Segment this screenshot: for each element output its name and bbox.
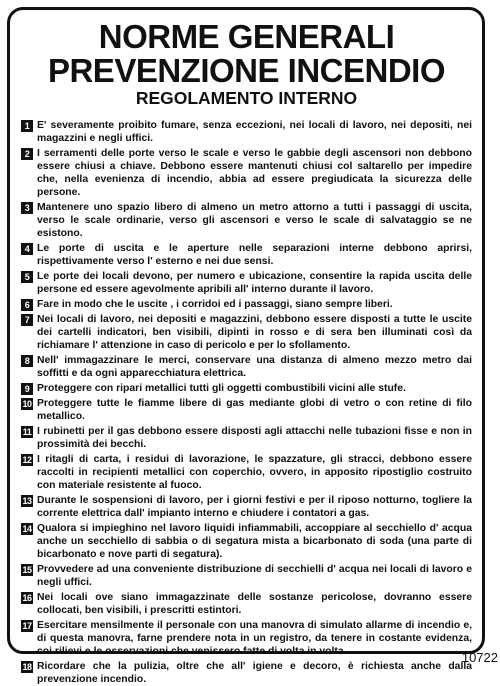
rule-number-badge: 14 [22, 524, 32, 535]
rule-item [21, 242, 472, 268]
rule-text: Qualora si impieghino nel lavoro liquidi infiammabili, accoppiare al secchiello d' acqua anche un secchiello di sabbia o di segatura mista a bicarbonato di soda (una parte di bicarbonato e nove parti di segatura). [37, 523, 472, 561]
rule-number-badge: 18 [22, 662, 32, 673]
rule-number-badge: 17 [22, 621, 32, 632]
rule-text: I ritagli di carta, i residui di lavorazione, le spazzature, gli stracci, debbono essere raccolti in recipienti metallici con coperchio, ovvero, in apposito ripostiglio costruito con materiale resistente al fuoco. [37, 454, 472, 492]
rule-item [21, 147, 472, 199]
rule-number-badge: 5 [21, 271, 33, 283]
rule-text: Nell' immagazzinare le merci, conservare una distanza di almeno mezzo metro dai soffitti e da ogni apparecchiatura elettrica. [37, 355, 472, 380]
rule-number-badge: 12 [22, 455, 32, 466]
rules-list [21, 119, 472, 686]
rule-item [21, 397, 472, 423]
rule-text: Esercitare mensilmente il personale con una manovra di simulato allarme di incendio e, di questa manovra, farne prendere nota in un registro, da tenere in costante evidenza, coi rilievi e le osservazioni che venissero fatte di volta in volta. [37, 620, 472, 658]
rule-text: I serramenti delle porte verso le scale e verso le gabbie degli ascensori non debbono essere chiusi a chiave. Debbono essere mantenuti chiusi col saltarello per impedire che, nella evenienza di incendio, abbia ad essere pregiudicata la sicurezza delle persone. [37, 148, 472, 199]
rule-text: Proteggere con ripari metallici tutti gli oggetti combustibili vicini alle stufe. [37, 383, 406, 395]
subtitle: REGOLAMENTO INTERNO [135, 88, 358, 108]
rule-item [21, 591, 472, 617]
rule-number-badge: 11 [22, 427, 32, 438]
rule-text: Nei locali di lavoro, nei depositi e magazzini, debbono essere disposti a tutte le uscite dei cartelli indicatori, ben visibili, dipinti in rosso e di sera ben illuminati così da richiamare l' attenzione in caso di pericolo e per lo sfollamento. [37, 314, 472, 352]
rule-number-badge: 13 [22, 496, 32, 507]
rule-item [21, 563, 472, 589]
rule-item [21, 619, 472, 658]
rule-item [21, 382, 472, 395]
rule-item [21, 201, 472, 240]
rule-number-badge: 7 [21, 314, 33, 326]
rule-number-badge: 16 [22, 593, 32, 604]
rule-item [21, 522, 472, 561]
rule-number-badge: 1 [21, 120, 33, 132]
rule-item [21, 313, 472, 352]
rule-number-badge: 2 [21, 148, 33, 160]
rule-number-badge: 9 [21, 383, 33, 395]
rule-text: Le porte di uscita e le aperture nelle separazioni interne debbono aprirsi, rispettivamente verso l' esterno e nei due sensi. [37, 243, 472, 268]
rule-item [21, 494, 472, 520]
rule-number-badge: 8 [21, 355, 33, 367]
rule-item [21, 270, 472, 296]
rule-text: I rubinetti per il gas debbono essere disposti agli attacchi nelle tubazioni fisse e non in prossimità dei becchi. [37, 426, 472, 451]
rule-text: Nei locali ove siano immagazzinate delle sostanze pericolose, dovranno essere collocati, ben visibili, i prescritti estintori. [37, 592, 472, 617]
title-line-2: PREVENZIONE INCENDIO [47, 52, 446, 89]
rule-item [21, 298, 472, 311]
rule-text: E' severamente proibito fumare, senza eccezioni, nei locali di lavoro, nei depositi, nei magazzini e negli uffici. [37, 120, 472, 145]
rule-number-badge: 15 [22, 565, 32, 576]
rule-text: Mantenere uno spazio libero di almeno un metro attorno a tutti i passaggi di uscita, verso le scale ordinarie, verso gli ascensori e verso le scale di salvataggio se ne esistono. [37, 202, 472, 240]
rule-text: Durante le sospensioni di lavoro, per i giorni festivi e per il riposo notturno, togliere la corrente elettrica dall' impianto interno e chiudere i contatori a gas. [37, 495, 472, 520]
rule-number-badge: 4 [21, 243, 33, 255]
rule-number-badge: 6 [21, 299, 33, 311]
rule-item [21, 660, 472, 686]
rule-number-badge: 10 [22, 399, 32, 410]
rule-item [21, 453, 472, 492]
rule-item [21, 425, 472, 451]
rule-item [21, 119, 472, 145]
product-code: 10722 [461, 650, 498, 665]
rule-text: Le porte dei locali devono, per numero e ubicazione, consentire la rapida uscita delle persone ed essere agevolmente apribili all' interno durante il lavoro. [37, 271, 472, 296]
title-line-1: NORME GENERALI [98, 18, 395, 55]
rule-text: Proteggere tutte le fiamme libere di gas mediante globi di vetro o con retine di filo metallico. [37, 398, 472, 423]
rule-text: Fare in modo che le uscite , i corridoi ed i passaggi, siano sempre liberi. [37, 299, 393, 311]
rule-number-badge: 3 [21, 202, 33, 214]
rule-item [21, 354, 472, 380]
rule-text: Ricordare che la pulizia, oltre che all' igiene e decoro, è richiesta anche dalla prevenzione incendio. [37, 661, 472, 686]
rule-text: Provvedere ad una conveniente distribuzione di secchielli d' acqua nei locali di lavoro e negli uffici. [37, 564, 472, 589]
